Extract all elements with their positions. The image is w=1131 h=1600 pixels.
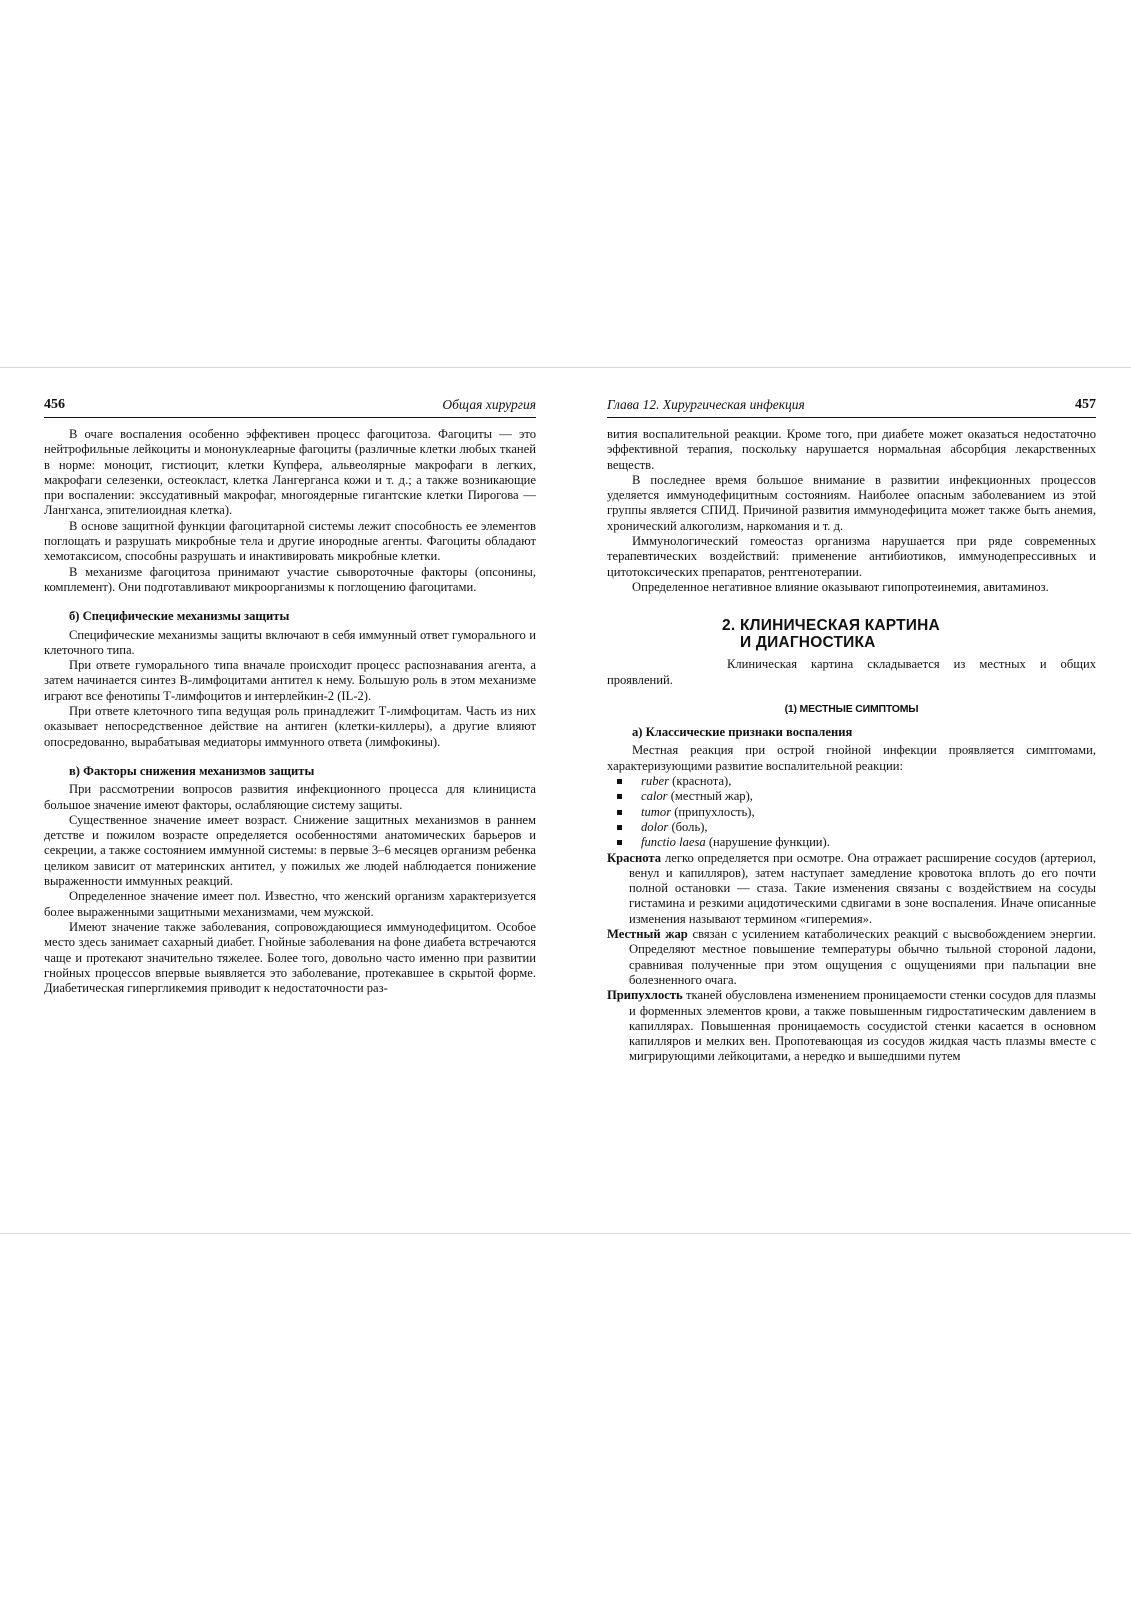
paragraph: Специфические механизмы защиты включают в себя иммунный ответ гуморального и клеточного типа. — [44, 627, 536, 657]
right-page — [607, 397, 1096, 1065]
definition-paragraph: Краснота легко определяется при осмотре. Она отражает расширение сосудов (артериол, венул и капилляров), затем наступает замедление кровотока вплоть до его почти полной остановки — стаза. Такие изменения связаны с воздействием на сосуды гистамина и резкими ацидотическими сдвигами в зоне воспаления. Иначе описанные изменения называют термином «гиперемия». — [607, 850, 1096, 926]
paragraph: вития воспалительной реакции. Кроме того, при диабете может оказаться недостаточно эффективной терапия, поскольку нарушается нормальная абсорбция лекарственных веществ. — [607, 427, 1096, 472]
definition-term: Местный жар — [607, 927, 688, 942]
paragraph: В механизме фагоцитоза принимают участие сывороточные факторы (опсонины, комплемент). Они подготавливают микроорганизмы к поглощению фагоцитами. — [44, 564, 536, 594]
paragraph: При рассмотрении вопросов развития инфекционного процесса для клинициста большое значение имеют факторы, ослабляющие систему защиты. — [44, 782, 536, 812]
right-page-body — [607, 427, 1096, 1065]
book-spread — [0, 367, 1131, 1234]
latin-term: tumor — [641, 804, 672, 819]
definition-paragraph: Припухлость тканей обусловлена изменением проницаемости стенки сосудов для плазмы и форменных элементов крови, а также повышенным гидростатическим давлением в капиллярах. Повышенная проницаемость сосудистой стенки касается в основном капилляров и мелких вен. Пропотевающая из сосудов жидкая часть плазмы вместе с мигрирующими лейкоцитами, а нередко и вышедшими путем — [607, 988, 1096, 1064]
paragraph: При ответе клеточного типа ведущая роль принадлежит Т-лимфоцитам. Часть из них оказывает непосредственное действие на антиген (клетки-киллеры), а другие влияют опосредованно, вырабатывая медиаторы иммунного ответа (лимфокины). — [44, 704, 536, 749]
list-item: ruber (краснота), — [641, 774, 1096, 789]
right-running-header — [607, 397, 1096, 418]
paragraph: Определенное негативное влияние оказывают гипопротеинемия, авитаминоз. — [632, 579, 1049, 594]
definition-paragraph: Местный жар связан с усилением катаболических реакций с высвобождением энергии. Определяют местное повышение температуры обычно тыльной стороной ладони, сравнивая полученные при этом ощущения с ощущениями при пальпации вне болезненного очага. — [607, 927, 1096, 987]
latin-term: ruber — [641, 774, 669, 789]
subsection-heading: в) Факторы снижения механизмов защиты — [69, 763, 315, 778]
paragraph: В основе защитной функции фагоцитарной системы лежит способность ее элементов поглощать и разрушать микробные тела и другие инородные агенты. Фагоциты обладают хемотаксисом, способны разрушать и инактивировать микробные клетки. — [44, 518, 536, 564]
paragraph: При ответе гуморального типа вначале происходит процесс распознавания агента, а затем начинается синтез В-лимфоцитами антител к нему. Большую роль в этом механизме играют все фенотипы Т-лимфоцитов и интерлейкин-2 (IL-2). — [44, 658, 536, 703]
left-page-number: 456 — [44, 397, 65, 412]
paragraph: Иммунологический гомеостаз организма нарушается при ряде современных терапевтических воздействий: применение антибиотиков, иммунодепрессивных и цитотоксических препаратов, рентгенотерапии. — [607, 534, 1096, 579]
list-item: functio laesa (нарушение функции). — [641, 835, 1096, 850]
paragraph: Имеют значение также заболевания, сопровождающиеся иммунодефицитом. Особое место здесь занимает сахарный диабет. Гнойные заболевания на фоне диабета встречаются чаще и протекают значительно тяжелее. Более того, довольно часто именно при развитии гнойных процессов впервые выявляется это заболевание, протекавшее в скрытой форме. Диабетическая гипергликемия приводит к недостаточности раз- — [44, 919, 536, 996]
right-running-title: Глава 12. Хирургическая инфекция — [607, 397, 805, 412]
paragraph: Местная реакция при острой гнойной инфекции проявляется симптомами, характеризующими развитие воспалительной реакции: — [607, 743, 1096, 773]
subsection-heading: б) Специфические механизмы защиты — [69, 609, 290, 624]
left-page — [44, 397, 536, 996]
signs-list — [607, 774, 1096, 850]
left-running-header — [44, 397, 536, 418]
paragraph: Определенное значение имеет пол. Известно, что женский организм характеризуется более выраженными защитными механизмами, чем мужской. — [44, 889, 536, 919]
section-title-line2: И ДИАГНОСТИКА — [740, 634, 876, 652]
list-item: calor (местный жар), — [641, 789, 1096, 804]
latin-term: calor — [641, 789, 668, 804]
latin-term: functio laesa — [641, 835, 706, 850]
list-item: tumor (припухлость), — [641, 805, 1096, 820]
definition-term: Краснота — [607, 850, 662, 865]
section-number: 2. — [722, 617, 736, 635]
subheading: а) Классические признаки воспаления — [632, 725, 853, 740]
section-heading — [722, 617, 1096, 651]
left-running-title: Общая хирургия — [442, 397, 536, 412]
left-page-body — [44, 427, 536, 996]
definition-term: Припухлость — [607, 988, 683, 1003]
section-title-line1: КЛИНИЧЕСКАЯ КАРТИНА — [740, 617, 940, 635]
latin-term: dolor — [641, 819, 669, 834]
right-page-number: 457 — [1075, 397, 1096, 412]
paragraph: В последнее время большое внимание в развитии инфекционных процессов уделяется иммунодефицитным состояниям. Наиболее опасным заболеванием из этой группы является СПИД. Причиной развития иммунодефицита может также быть анемия, хронический алкоголизм, наркомания и т. д. — [607, 472, 1096, 533]
subsection-title: (1) МЕСТНЫЕ СИМПТОМЫ — [784, 702, 919, 715]
paragraph: В очаге воспаления особенно эффективен процесс фагоцитоза. Фагоциты — это нейтрофильные лейкоциты и мононуклеарные фагоциты (различные клетки любых тканей в норме: моноцит, гистиоцит, клетки Купфера, альвеолярные макрофаги в легких, макрофаги селезенки, остеокласт, клетка Лангерганса кожи и т. д.; а также возникающие при воспалении: экссудативный макрофаг, многоядерные гигантские клетки Пирогова — Лангханса, эпителиоидная клетка). — [44, 427, 536, 518]
section-intro: Клиническая картина складывается из местных и общих проявлений. — [607, 657, 1096, 687]
list-item: dolor (боль), — [641, 820, 1096, 835]
paragraph: Существенное значение имеет возраст. Снижение защитных механизмов в раннем детстве и пожилом возрасте определяется особенностями анатомических барьеров и секреции, а также состоянием иммунной системы: в первые 3–6 месяцев организм ребенка целиком зависит от материнских антител, у пожилых же людей наблюдается понижение выраженности иммунных реакций. — [44, 812, 536, 889]
